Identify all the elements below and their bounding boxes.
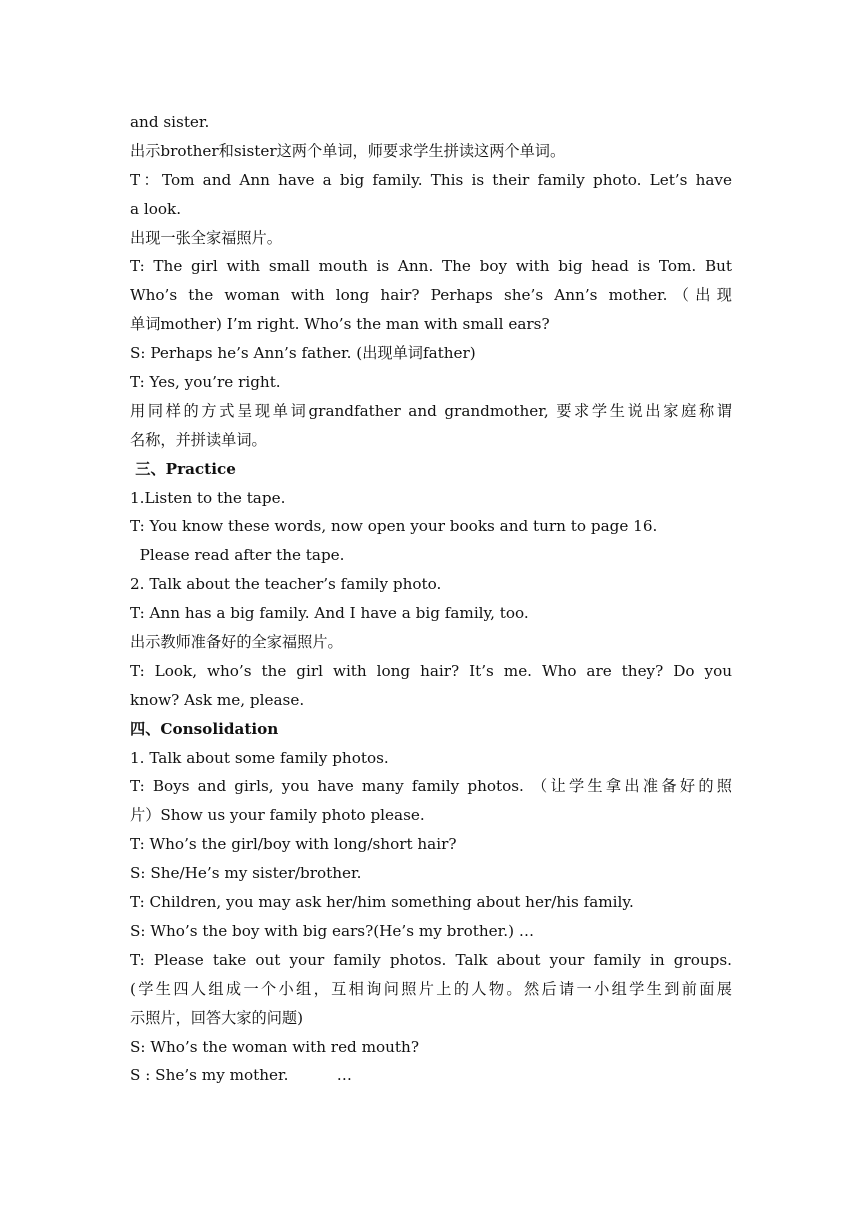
text-line: Who’s the woman with long hair? Perhaps she’s Ann’s mother.（出现	[130, 286, 732, 305]
text-line: T: Boys and girls, you have many family photos. （让学生拿出准备好的照	[130, 777, 732, 796]
text-line: 用同样的方式呈现单词grandfather and grandmother, 要求学生说出家庭称谓	[130, 401, 732, 420]
text-line: 名称，并拼读单词。	[130, 430, 267, 449]
text-line: T: Look, who’s the girl with long hair? It’s me. Who are they? Do you	[130, 661, 732, 680]
text-line: 出示brother和sister这两个单词，师要求学生拼读这两个单词。	[130, 141, 566, 160]
text-line: T: Children, you may ask her/him something about her/his family.	[130, 893, 634, 912]
text-line: 片）Show us your family photo please.	[130, 806, 425, 825]
text-line: 出现一张全家福照片。	[130, 228, 282, 247]
text-line: S: Who’s the boy with big ears?(He’s my brother.) …	[130, 921, 535, 940]
text-line: know? Ask me, please.	[130, 690, 305, 709]
text-line: 出示教师准备好的全家福照片。	[130, 633, 343, 652]
text-line: (学生四人组成一个小组，互相询问照片上的人物。然后请一小组学生到前面展	[130, 979, 732, 998]
text-line: T: Please take out your family photos. Talk about your family in groups.	[130, 950, 732, 969]
text-line: 1.Listen to the tape.	[130, 488, 286, 507]
text-line: T: You know these words, now open your books and turn to page 16.	[130, 517, 658, 536]
text-line: 1. Talk about some family photos.	[130, 748, 389, 767]
text-line: a look.	[130, 199, 182, 218]
text-line: and sister.	[130, 113, 210, 131]
section-heading: 四、Consolidation	[130, 719, 279, 738]
text-line: S : She’s my mother. …	[130, 1066, 352, 1085]
text-line: T: Ann has a big family. And I have a big family, too.	[130, 604, 529, 623]
text-line: 示照片，回答大家的问题)	[130, 1008, 303, 1027]
text-line: 单词mother) I’m right. Who’s the man with small ears?	[130, 315, 550, 334]
text-line: S: She/He’s my sister/brother.	[130, 864, 362, 883]
text-line: S: Perhaps he’s Ann’s father. (出现单词father)	[130, 344, 476, 363]
text-line: T: Yes, you’re right.	[130, 373, 281, 392]
text-line: Please read after the tape.	[130, 546, 345, 565]
text-line: T：Tom and Ann have a big family. This is their family photo. Let’s have	[130, 170, 732, 189]
document-page	[130, 108, 732, 1090]
section-heading: 三、Practice	[130, 459, 236, 478]
text-line: T: Who’s the girl/boy with long/short hair?	[130, 835, 457, 854]
text-line: S: Who’s the woman with red mouth?	[130, 1037, 419, 1056]
text-line: T: The girl with small mouth is Ann. The boy with big head is Tom. But	[130, 257, 732, 276]
text-line: 2. Talk about the teacher’s family photo.	[130, 575, 442, 594]
